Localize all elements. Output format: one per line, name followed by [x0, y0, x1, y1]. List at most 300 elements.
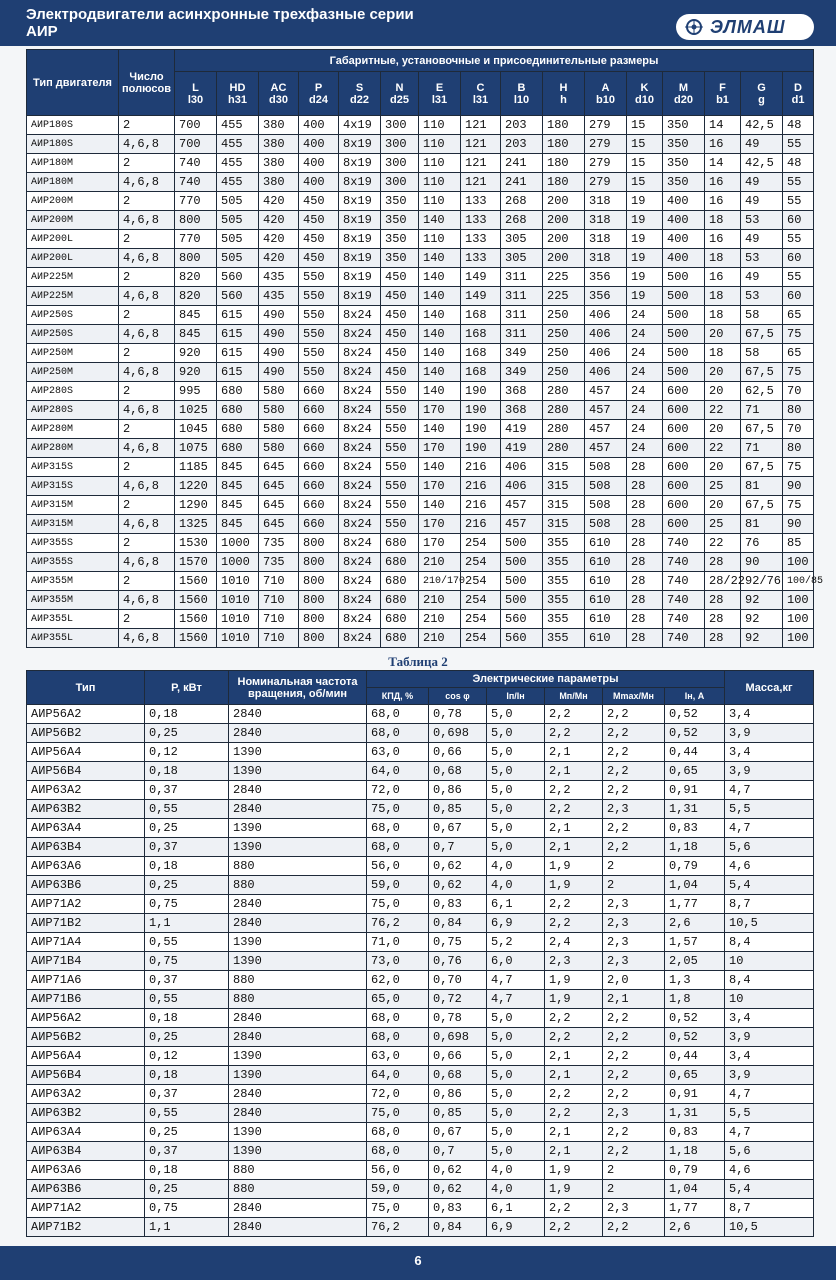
table-row — [27, 971, 814, 990]
table-cell: 210 — [419, 629, 461, 648]
table-cell: 254 — [461, 610, 501, 629]
table-cell: 450 — [381, 287, 419, 306]
table-cell: 800 — [175, 249, 217, 268]
table-cell: 740 — [663, 553, 705, 572]
table-cell: 20 — [705, 382, 741, 401]
motor-type-cell: АИР280M — [27, 420, 119, 439]
motor-type-cell: АИР180M — [27, 173, 119, 192]
table-cell: 168 — [461, 306, 501, 325]
table-cell: 2,0 — [603, 971, 665, 990]
table-cell: 19 — [627, 230, 663, 249]
table-cell: 0,62 — [429, 876, 487, 895]
table-cell: 58 — [741, 306, 783, 325]
table-cell: 845 — [217, 458, 259, 477]
table-cell: 110 — [419, 230, 461, 249]
table-cell: 450 — [381, 344, 419, 363]
table-cell: 2 — [119, 534, 175, 553]
motor-type-cell: АИР355L — [27, 629, 119, 648]
table-cell: 2840 — [229, 1104, 367, 1123]
table-row — [27, 363, 814, 382]
table-cell: 19 — [627, 192, 663, 211]
table-cell: 450 — [381, 268, 419, 287]
table-cell: 600 — [663, 477, 705, 496]
table-cell: 4,6 — [725, 857, 814, 876]
table-cell: 368 — [501, 382, 543, 401]
table-cell: 210 — [419, 553, 461, 572]
table-cell: 92 — [741, 610, 783, 629]
table-cell: 0,52 — [665, 724, 725, 743]
table-cell: 28 — [627, 496, 663, 515]
table-cell: 600 — [663, 458, 705, 477]
table-cell: 355 — [543, 629, 585, 648]
table-cell: 2 — [119, 154, 175, 173]
table-row — [27, 705, 814, 724]
table-row — [27, 572, 814, 591]
table-cell: 28 — [627, 534, 663, 553]
table-cell: 700 — [175, 116, 217, 135]
table-cell: 2,2 — [603, 1009, 665, 1028]
table-cell: 4,6,8 — [119, 439, 175, 458]
table-cell: 0,698 — [429, 724, 487, 743]
table-cell: 67,5 — [741, 363, 783, 382]
table-cell: 740 — [175, 173, 217, 192]
motor-type-cell: АИР200M — [27, 192, 119, 211]
table-cell: 5,0 — [487, 743, 545, 762]
table-cell: 2 — [119, 458, 175, 477]
table-cell: 1010 — [217, 591, 259, 610]
table-cell: 2,6 — [665, 914, 725, 933]
table-row — [27, 306, 814, 325]
dim-header-letter: A — [601, 81, 610, 94]
motor-type-cell: АИР63В4 — [27, 838, 145, 857]
table-cell: 56,0 — [367, 1161, 429, 1180]
table-cell: 5,4 — [725, 876, 814, 895]
electrical-param-header: Mп/Mн — [545, 688, 603, 705]
dims-group-header: Габаритные, установочные и присоединительные размеры — [175, 50, 814, 72]
table-cell: 1,9 — [545, 971, 603, 990]
table-cell: 0,37 — [145, 971, 229, 990]
table-cell: 600 — [663, 496, 705, 515]
table-cell: 19 — [627, 268, 663, 287]
table-cell: 680 — [381, 572, 419, 591]
table-cell: 400 — [663, 249, 705, 268]
table-cell: 2,1 — [545, 743, 603, 762]
table-cell: 8x19 — [339, 192, 381, 211]
table-cell: 680 — [381, 610, 419, 629]
col-speed: Номинальная частота вращения, об/мин — [229, 671, 367, 705]
table-cell: 315 — [543, 496, 585, 515]
table-cell: 455 — [217, 135, 259, 154]
table-cell: 254 — [461, 553, 501, 572]
table-cell: 200 — [543, 249, 585, 268]
motor-logo-icon — [682, 18, 706, 36]
table-cell: 100 — [783, 629, 814, 648]
table-cell: 680 — [381, 591, 419, 610]
table-cell: 800 — [299, 591, 339, 610]
table-cell: 610 — [585, 591, 627, 610]
table-cell: 680 — [217, 382, 259, 401]
motor-type-cell: АИР200L — [27, 249, 119, 268]
table-cell: 254 — [461, 591, 501, 610]
dim-header — [705, 72, 741, 116]
table-cell: 1025 — [175, 401, 217, 420]
table-cell: 550 — [381, 382, 419, 401]
table-cell: 58 — [741, 344, 783, 363]
table-cell: 2 — [119, 420, 175, 439]
motor-type-cell: АИР71А6 — [27, 971, 145, 990]
table-cell: 180 — [543, 135, 585, 154]
table-cell: 59,0 — [367, 876, 429, 895]
table-cell: 22 — [705, 401, 741, 420]
table-cell: 18 — [705, 211, 741, 230]
motor-type-cell: АИР180S — [27, 135, 119, 154]
table-cell: 8x19 — [339, 173, 381, 192]
table-cell: 2,1 — [545, 762, 603, 781]
table-cell: 75 — [783, 458, 814, 477]
table-cell: 350 — [663, 154, 705, 173]
table-cell: 995 — [175, 382, 217, 401]
table-cell: 0,75 — [145, 952, 229, 971]
table-row — [27, 249, 814, 268]
table-cell: 740 — [663, 610, 705, 629]
table-cell: 500 — [663, 344, 705, 363]
table-cell: 2,2 — [603, 762, 665, 781]
electrical-table-body — [27, 705, 814, 1237]
table-cell: 170 — [419, 477, 461, 496]
table-cell: 305 — [501, 230, 543, 249]
table-cell: 210 — [419, 591, 461, 610]
table-cell: 2 — [119, 306, 175, 325]
table-cell: 435 — [259, 268, 299, 287]
table-cell: 2,2 — [603, 1085, 665, 1104]
table-cell: 1220 — [175, 477, 217, 496]
motor-type-cell: АИР200L — [27, 230, 119, 249]
table-cell: 110 — [419, 192, 461, 211]
table-cell: 1325 — [175, 515, 217, 534]
table-cell: 4,0 — [487, 876, 545, 895]
dim-header-letter: S — [355, 81, 364, 94]
table-row — [27, 515, 814, 534]
table-cell: 71,0 — [367, 933, 429, 952]
table-cell: 15 — [627, 116, 663, 135]
table-cell: 0,65 — [665, 762, 725, 781]
table-cell: 67,5 — [741, 496, 783, 515]
table-cell: 48 — [783, 116, 814, 135]
motor-type-cell: АИР280S — [27, 401, 119, 420]
table-row — [27, 1028, 814, 1047]
table-cell: 508 — [585, 458, 627, 477]
table-row — [27, 211, 814, 230]
motor-type-cell: АИР63В2 — [27, 800, 145, 819]
table-cell: 5,0 — [487, 1066, 545, 1085]
table-cell: 3,4 — [725, 705, 814, 724]
table-cell: 19 — [627, 287, 663, 306]
table-cell: 615 — [217, 344, 259, 363]
table-cell: 5,5 — [725, 1104, 814, 1123]
table-cell: 8x24 — [339, 382, 381, 401]
table-cell: 20 — [705, 496, 741, 515]
table-cell: 20 — [705, 325, 741, 344]
table-cell: 14 — [705, 154, 741, 173]
table-cell: 406 — [585, 306, 627, 325]
table-cell: 68,0 — [367, 1009, 429, 1028]
table-cell: 660 — [299, 477, 339, 496]
table-cell: 168 — [461, 344, 501, 363]
table-cell: 550 — [381, 420, 419, 439]
table-cell: 1010 — [217, 629, 259, 648]
table-cell: 15 — [627, 135, 663, 154]
table-cell: 180 — [543, 173, 585, 192]
table-cell: 560 — [501, 629, 543, 648]
table-cell: 210 — [419, 610, 461, 629]
table-cell: 1,9 — [545, 857, 603, 876]
table-cell: 550 — [381, 439, 419, 458]
table-cell: 2840 — [229, 1085, 367, 1104]
table-cell: 1,04 — [665, 1180, 725, 1199]
table-cell: 0,18 — [145, 762, 229, 781]
table-cell: 16 — [705, 230, 741, 249]
table-row — [27, 800, 814, 819]
motor-type-cell: АИР71А2 — [27, 1199, 145, 1218]
table-cell: 170 — [419, 439, 461, 458]
motor-type-cell: АИР63В4 — [27, 1142, 145, 1161]
table-cell: 4,0 — [487, 1161, 545, 1180]
table-cell: 2840 — [229, 1218, 367, 1237]
table-row — [27, 116, 814, 135]
table-cell: 0,12 — [145, 1047, 229, 1066]
table-cell: 0,83 — [429, 895, 487, 914]
motor-type-cell: АИР355S — [27, 553, 119, 572]
dim-header-code: d22 — [350, 93, 369, 106]
table-cell: 505 — [217, 211, 259, 230]
motor-type-cell: АИР180S — [27, 116, 119, 135]
col-mass: Масса,кг — [725, 671, 814, 705]
motor-type-cell: АИР315M — [27, 515, 119, 534]
table-cell: 2,2 — [603, 1123, 665, 1142]
table-cell: 0,83 — [665, 819, 725, 838]
table-cell: 140 — [419, 458, 461, 477]
table-cell: 8,7 — [725, 1199, 814, 1218]
table-cell: 845 — [217, 515, 259, 534]
table-row — [27, 1123, 814, 1142]
table-cell: 140 — [419, 211, 461, 230]
table-cell: 149 — [461, 287, 501, 306]
table-cell: 140 — [419, 363, 461, 382]
table-cell: 550 — [299, 268, 339, 287]
dim-header-code: d24 — [309, 93, 328, 106]
table-cell: 920 — [175, 344, 217, 363]
table-cell: 4,7 — [725, 819, 814, 838]
table-cell: 735 — [259, 553, 299, 572]
table-cell: 4,7 — [487, 990, 545, 1009]
table-cell: 3,9 — [725, 762, 814, 781]
table-cell: 0,37 — [145, 1142, 229, 1161]
table-cell: 740 — [663, 591, 705, 610]
table-row — [27, 1066, 814, 1085]
table-cell: 645 — [259, 515, 299, 534]
table-cell: 740 — [663, 629, 705, 648]
table-cell: 845 — [217, 477, 259, 496]
table-cell: 0,79 — [665, 857, 725, 876]
table-cell: 18 — [705, 287, 741, 306]
table-cell: 62,5 — [741, 382, 783, 401]
table-cell: 4,6,8 — [119, 287, 175, 306]
table-cell: 455 — [217, 154, 259, 173]
table-cell: 71 — [741, 439, 783, 458]
dim-header-code: d10 — [635, 93, 654, 106]
table-cell: 508 — [585, 496, 627, 515]
table-cell: 60 — [783, 287, 814, 306]
table-cell: 2,1 — [545, 838, 603, 857]
table-cell: 75,0 — [367, 1104, 429, 1123]
table-cell: 28 — [627, 591, 663, 610]
table-cell: 63,0 — [367, 743, 429, 762]
table-cell: 1,9 — [545, 990, 603, 1009]
table-cell: 500 — [663, 306, 705, 325]
table-cell: 53 — [741, 249, 783, 268]
dim-header — [501, 72, 543, 116]
table-cell: 8x24 — [339, 610, 381, 629]
dim-header — [783, 72, 814, 116]
table-cell: 0,18 — [145, 1009, 229, 1028]
table-cell: 49 — [741, 268, 783, 287]
table-cell: 0,91 — [665, 1085, 725, 1104]
table-cell: 6,1 — [487, 1199, 545, 1218]
table-cell: 1,77 — [665, 1199, 725, 1218]
table-cell: 216 — [461, 515, 501, 534]
table-cell: 1,3 — [665, 971, 725, 990]
table-cell: 2,2 — [545, 1218, 603, 1237]
table-cell: 406 — [585, 325, 627, 344]
table-cell: 67,5 — [741, 420, 783, 439]
table-cell: 450 — [299, 192, 339, 211]
table-cell: 2840 — [229, 705, 367, 724]
table-cell: 1560 — [175, 629, 217, 648]
table-cell: 0,25 — [145, 1028, 229, 1047]
table-cell: 350 — [381, 230, 419, 249]
table-row — [27, 990, 814, 1009]
table-cell: 2,2 — [545, 895, 603, 914]
table-row — [27, 458, 814, 477]
table-cell: 5,6 — [725, 838, 814, 857]
table-cell: 4,6,8 — [119, 477, 175, 496]
table-cell: 1390 — [229, 819, 367, 838]
dim-header — [585, 72, 627, 116]
table-cell: 28 — [627, 572, 663, 591]
company-logo — [676, 14, 814, 40]
table-cell: 2,2 — [603, 724, 665, 743]
table-cell: 550 — [299, 325, 339, 344]
table-cell: 280 — [543, 401, 585, 420]
table-cell: 80 — [783, 439, 814, 458]
table-cell: 355 — [543, 610, 585, 629]
table-cell: 24 — [627, 382, 663, 401]
page-header — [0, 0, 836, 46]
table-cell: 2840 — [229, 895, 367, 914]
dim-header-letter: E — [435, 81, 444, 94]
table-cell: 168 — [461, 363, 501, 382]
table-cell: 1,31 — [665, 1104, 725, 1123]
table-cell: 4,7 — [725, 1085, 814, 1104]
table-cell: 920 — [175, 363, 217, 382]
table-cell: 2,3 — [603, 800, 665, 819]
table-cell: 28 — [705, 629, 741, 648]
motor-type-cell: АИР56А4 — [27, 743, 145, 762]
dim-header-code: l30 — [187, 93, 204, 106]
motor-type-cell: АИР280M — [27, 439, 119, 458]
table-cell: 1390 — [229, 1142, 367, 1161]
table-cell: 68,0 — [367, 838, 429, 857]
table-cell: 0,37 — [145, 838, 229, 857]
table-cell: 0,75 — [145, 1199, 229, 1218]
table-cell: 200 — [543, 230, 585, 249]
table-cell: 168 — [461, 325, 501, 344]
table-cell: 2840 — [229, 800, 367, 819]
dim-header-code: d1 — [791, 93, 805, 106]
table-cell: 315 — [543, 515, 585, 534]
table-cell: 25 — [705, 477, 741, 496]
table-cell: 5,0 — [487, 724, 545, 743]
table-cell: 700 — [175, 135, 217, 154]
motor-type-cell: АИР71В6 — [27, 990, 145, 1009]
motor-type-cell: АИР225M — [27, 268, 119, 287]
table-cell: 2,3 — [545, 952, 603, 971]
table-row — [27, 1199, 814, 1218]
table-cell: 68,0 — [367, 705, 429, 724]
table-cell: 710 — [259, 572, 299, 591]
table-cell: 318 — [585, 230, 627, 249]
table-cell: 190 — [461, 439, 501, 458]
table-cell: 2,4 — [545, 933, 603, 952]
dimensions-table-body — [27, 116, 824, 648]
dim-header-letter: F — [719, 81, 726, 94]
electrical-group-header: Электрические параметры — [367, 671, 725, 688]
table-row — [27, 819, 814, 838]
motor-type-cell: АИР56А4 — [27, 1047, 145, 1066]
table-cell: 4,6,8 — [119, 249, 175, 268]
table-cell: 22 — [705, 439, 741, 458]
table-cell: 500 — [663, 287, 705, 306]
motor-type-cell: АИР63В6 — [27, 876, 145, 895]
table-cell: 2,3 — [603, 895, 665, 914]
table-row — [27, 325, 814, 344]
motor-type-cell: АИР315S — [27, 477, 119, 496]
table-cell: 24 — [627, 306, 663, 325]
table-cell: 5,0 — [487, 1142, 545, 1161]
table-cell: 0,44 — [665, 743, 725, 762]
table-cell: 2,2 — [603, 1047, 665, 1066]
table-cell: 455 — [217, 116, 259, 135]
table-cell: 5,4 — [725, 1180, 814, 1199]
table-cell: 140 — [419, 287, 461, 306]
table-cell: 62,0 — [367, 971, 429, 990]
table-row — [27, 344, 814, 363]
table-cell: 8x24 — [339, 572, 381, 591]
motor-type-cell: АИР63В6 — [27, 1180, 145, 1199]
table-cell: 8x24 — [339, 439, 381, 458]
table-cell: 0,55 — [145, 990, 229, 1009]
table-cell: 75,0 — [367, 800, 429, 819]
table-cell: 2 — [603, 857, 665, 876]
table-cell: 1560 — [175, 610, 217, 629]
table-cell: 10,5 — [725, 914, 814, 933]
table-cell: 250 — [543, 344, 585, 363]
table-cell: 420 — [259, 211, 299, 230]
table-cell: 8x19 — [339, 249, 381, 268]
table-cell: 1390 — [229, 838, 367, 857]
table-cell: 110 — [419, 135, 461, 154]
table-cell: 6,9 — [487, 914, 545, 933]
